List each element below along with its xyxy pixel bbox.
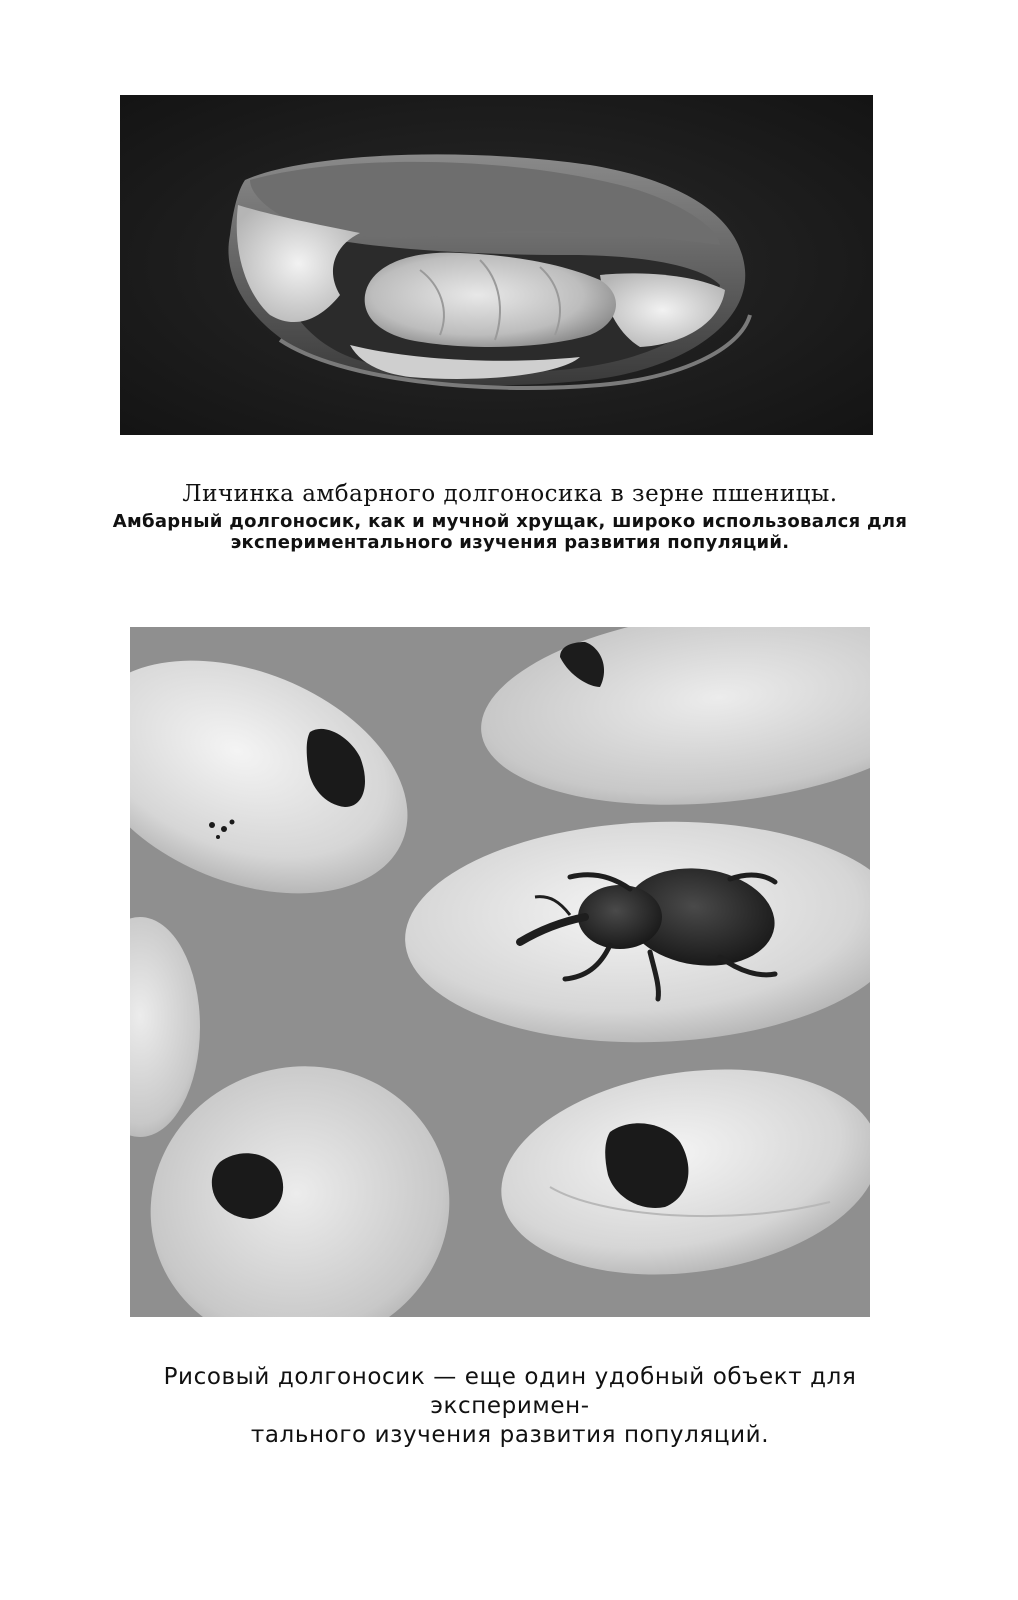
larva-in-grain-photo [120, 95, 873, 435]
figure2-caption-line-2: тального изучения развития популяций. [250, 1422, 770, 1448]
figure1-caption-line-1: Амбарный долгоносик, как и мучной хрущак, широко использовался для [112, 511, 908, 532]
figure2-caption-line-1: Рисовый долгоносик — еще один удобный объект для эксперимен- [163, 1364, 857, 1419]
figure1-caption-line-2: экспериментального изучения развития популяций. [230, 532, 790, 553]
figure2-caption [80, 1363, 940, 1450]
figure1-caption-title: Личинка амбарного долгоносика в зерне пшеницы. [182, 481, 838, 507]
rice-weevil-illustration [130, 627, 870, 1317]
larva-in-grain-illustration [120, 95, 873, 435]
figure1-caption-body [80, 511, 940, 553]
rice-weevil-photo [130, 627, 870, 1317]
